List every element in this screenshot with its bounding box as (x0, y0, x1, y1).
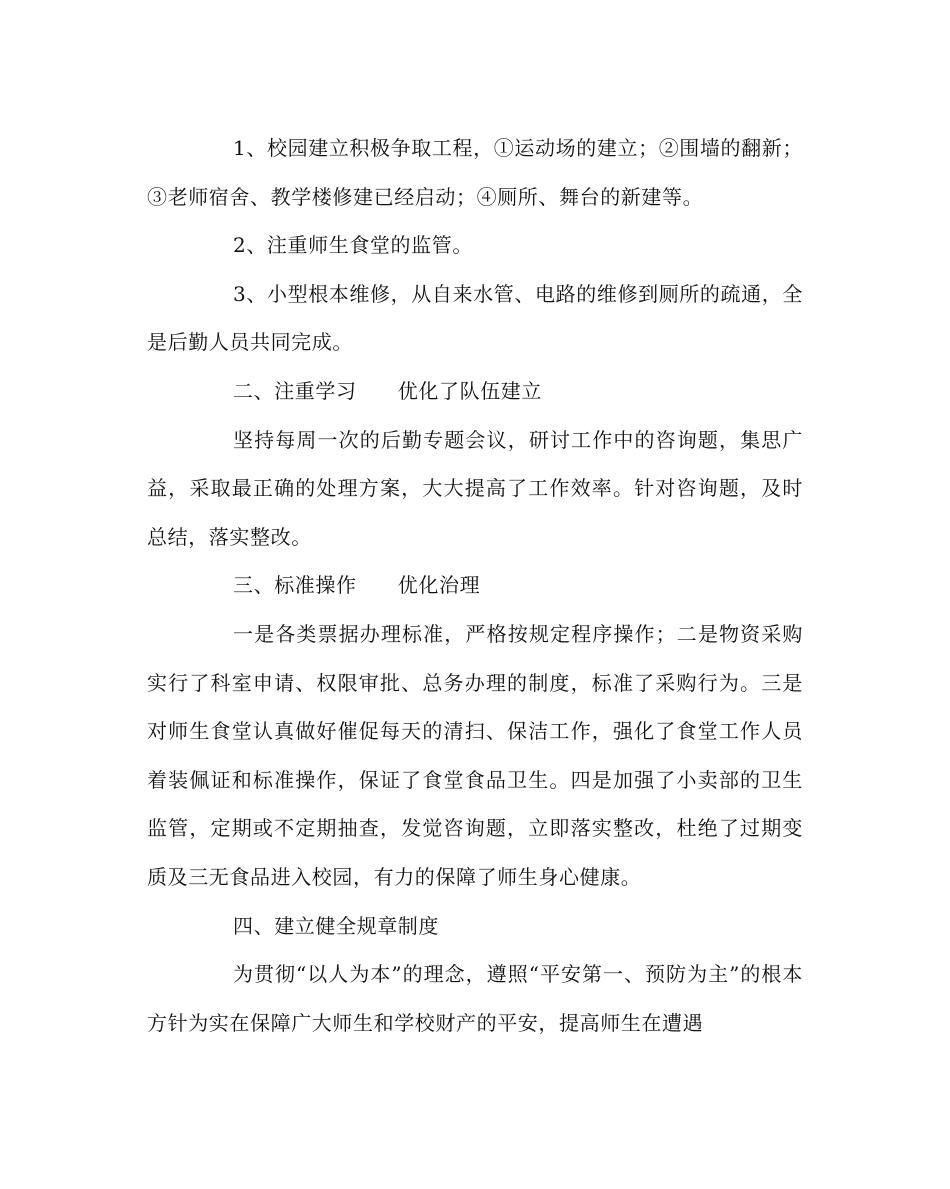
section-heading-study: 二、注重学习 优化了队伍建立 (233, 378, 542, 403)
paragraph-maintenance: 3、小型根本维修，从自来水管、电路的维修到厕所的疏通，全是后勤人员共同完成。 (147, 281, 803, 355)
paragraph-safety-policy: 为贯彻“以人为本”的理念，遵照“平安第一、预防为主”的根本方针为实在保障广大师生和学校财产的平安，提高师生在遭遇 (147, 962, 803, 1035)
paragraph-construction-projects: 1、校园建立积极争取工程，①运动场的建立；②围墙的翻新；③老师宿舍、教学楼修建已经启动；④厕所、舞台的新建等。 (147, 136, 803, 209)
section-heading-standard-operation: 三、标准操作 优化治理 (233, 573, 481, 598)
document-body (147, 124, 803, 1047)
paragraph-standard-operation-details: 一是各类票据办理标准，严格按规定程序操作；二是物资采购实行了科室申请、权限审批、总务办理的制度，标准了采购行为。三是对师生食堂认真做好催促每天的清扫、保洁工作，强化了食堂工作人员着装佩证和标准操作，保证了食堂食品卫生。四是加强了小卖部的卫生监管，定期或不定期抽查，发觉咨询题，立即落实整改，杜绝了过期变质及三无食品进入校园，有力的保障了师生身心健康。 (147, 621, 803, 889)
section-heading-regulations: 四、建立健全规章制度 (233, 913, 439, 938)
paragraph-weekly-meeting: 坚持每周一次的后勤专题会议，研讨工作中的咨询题，集思广益，采取最正确的处理方案，大大提高了工作效率。针对咨询题，及时总结，落实整改。 (147, 427, 803, 549)
paragraph-canteen-supervision: 2、注重师生食堂的监管。 (233, 233, 473, 258)
